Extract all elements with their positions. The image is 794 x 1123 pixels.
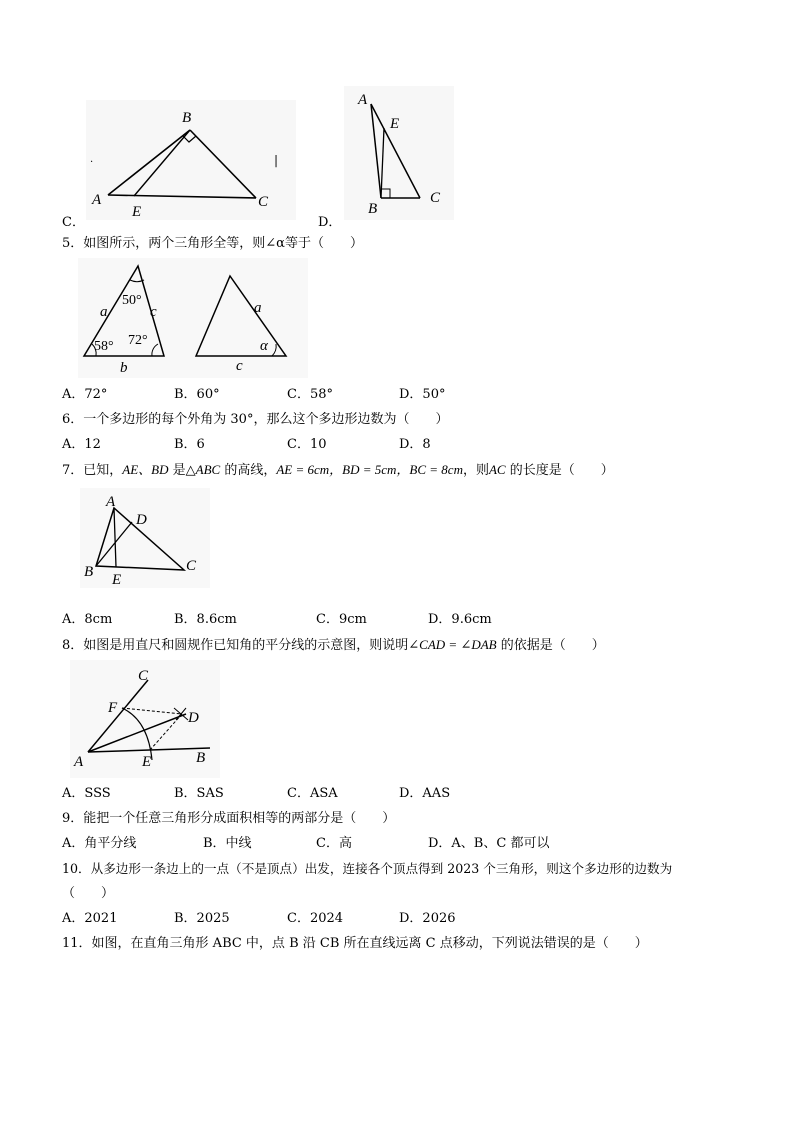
q7-stem: 7．已知，AE、BD 是△ABC 的高线，AE = 6cm，BD = 5cm，BC = 8cm，则AC 的长度是（ ）: [62, 462, 614, 478]
q5-option-a[interactable]: A．72°: [62, 387, 108, 402]
label-c: C: [138, 668, 149, 684]
q9-option-d[interactable]: D．A、B、C 都可以: [428, 836, 550, 851]
q5-option-b[interactable]: B．60°: [174, 387, 220, 402]
label-b: B: [368, 201, 378, 217]
label-d: D: [188, 710, 199, 726]
label-b: B: [182, 110, 192, 126]
q5-figure: [78, 258, 308, 378]
q8-option-d[interactable]: D．AAS: [399, 786, 451, 801]
q11-stem: 11．如图，在直角三角形 ABC 中，点 B 沿 CB 所在直线远离 C 点移动，下列说法错误的是（ ）: [62, 936, 648, 951]
label-e: E: [112, 572, 122, 588]
label-e: E: [132, 204, 142, 220]
label-c: C: [186, 558, 197, 574]
q10-option-c[interactable]: C．2024: [287, 911, 344, 926]
label-a: A: [92, 192, 102, 208]
q10-stem: 10．从多边形一条边上的一点（不是顶点）出发，连接各个顶点得到 2023 个三角形，则这个多边形的边数为: [62, 861, 673, 876]
angle-50: 50°: [122, 293, 142, 308]
q9-option-b[interactable]: B．中线: [203, 836, 252, 851]
q6-option-a[interactable]: A．12: [62, 437, 101, 452]
q9-option-a[interactable]: A．角平分线: [62, 836, 137, 851]
congruent-triangles-diagram: [78, 258, 308, 378]
q10-option-a[interactable]: A．2021: [62, 911, 118, 926]
label-b: B: [84, 564, 94, 580]
q8-figure: [70, 660, 220, 778]
q6-stem: 6．一个多边形的每个外角为 30°，那么这个多边形边数为（ ）: [62, 412, 449, 427]
q9-stem: 9．能把一个任意三角形分成面积相等的两部分是（ ）: [62, 811, 396, 826]
label-a: A: [358, 92, 368, 108]
q8-stem: 8．如图是用直尺和圆规作已知角的平分线的示意图，则说明∠CAD = ∠DAB 的依据是（ ）: [62, 637, 605, 653]
triangle-altitudes-diagram: [80, 488, 210, 588]
q7-option-c[interactable]: C．9cm: [316, 612, 367, 627]
svg-text:.: .: [90, 154, 94, 165]
q6-option-b[interactable]: B．6: [174, 437, 205, 452]
q8-option-b[interactable]: B．SAS: [174, 786, 224, 801]
label-b: B: [196, 750, 206, 766]
figure-d: [344, 86, 454, 220]
side-a-2: a: [254, 300, 262, 316]
option-d-label: D．: [318, 215, 342, 230]
label-a: A: [106, 494, 116, 510]
right-triangle-abc-diagram: [344, 86, 454, 220]
label-f: F: [108, 700, 118, 716]
label-a: A: [74, 754, 84, 770]
side-b: b: [120, 360, 128, 376]
q6-option-d[interactable]: D．8: [399, 437, 431, 452]
angle-bisector-construction-diagram: [70, 660, 220, 778]
side-c-2: c: [236, 358, 243, 374]
q9-option-c[interactable]: C．高: [316, 836, 352, 851]
angle-58: 58°: [94, 339, 114, 354]
q7-figure: [80, 488, 210, 588]
side-c: c: [150, 304, 157, 320]
svg-text:|: |: [274, 153, 279, 167]
angle-72: 72°: [128, 333, 148, 348]
q5-stem: 5．如图所示，两个三角形全等，则∠α等于（ ）: [62, 236, 363, 251]
q8-option-a[interactable]: A．SSS: [62, 786, 111, 801]
q5-option-c[interactable]: C．58°: [287, 387, 333, 402]
q10-option-b[interactable]: B．2025: [174, 911, 230, 926]
q10-stem-blank: （ ）: [62, 886, 115, 901]
q8-option-c[interactable]: C．ASA: [287, 786, 338, 801]
q7-option-d[interactable]: D．9.6cm: [428, 612, 492, 627]
label-e: E: [390, 116, 400, 132]
q7-option-b[interactable]: B．8.6cm: [174, 612, 237, 627]
label-d: D: [136, 512, 147, 528]
q5-option-d[interactable]: D．50°: [399, 387, 446, 402]
label-c: C: [430, 190, 441, 206]
side-a: a: [100, 304, 108, 320]
figure-c: [86, 100, 296, 220]
option-c-label: C．: [62, 215, 85, 230]
q6-option-c[interactable]: C．10: [287, 437, 327, 452]
label-c: C: [258, 194, 269, 210]
label-e: E: [142, 754, 152, 770]
triangle-abce-diagram: [86, 100, 296, 220]
q10-option-d[interactable]: D．2026: [399, 911, 456, 926]
q7-option-a[interactable]: A．8cm: [62, 612, 113, 627]
angle-alpha: α: [260, 338, 268, 354]
